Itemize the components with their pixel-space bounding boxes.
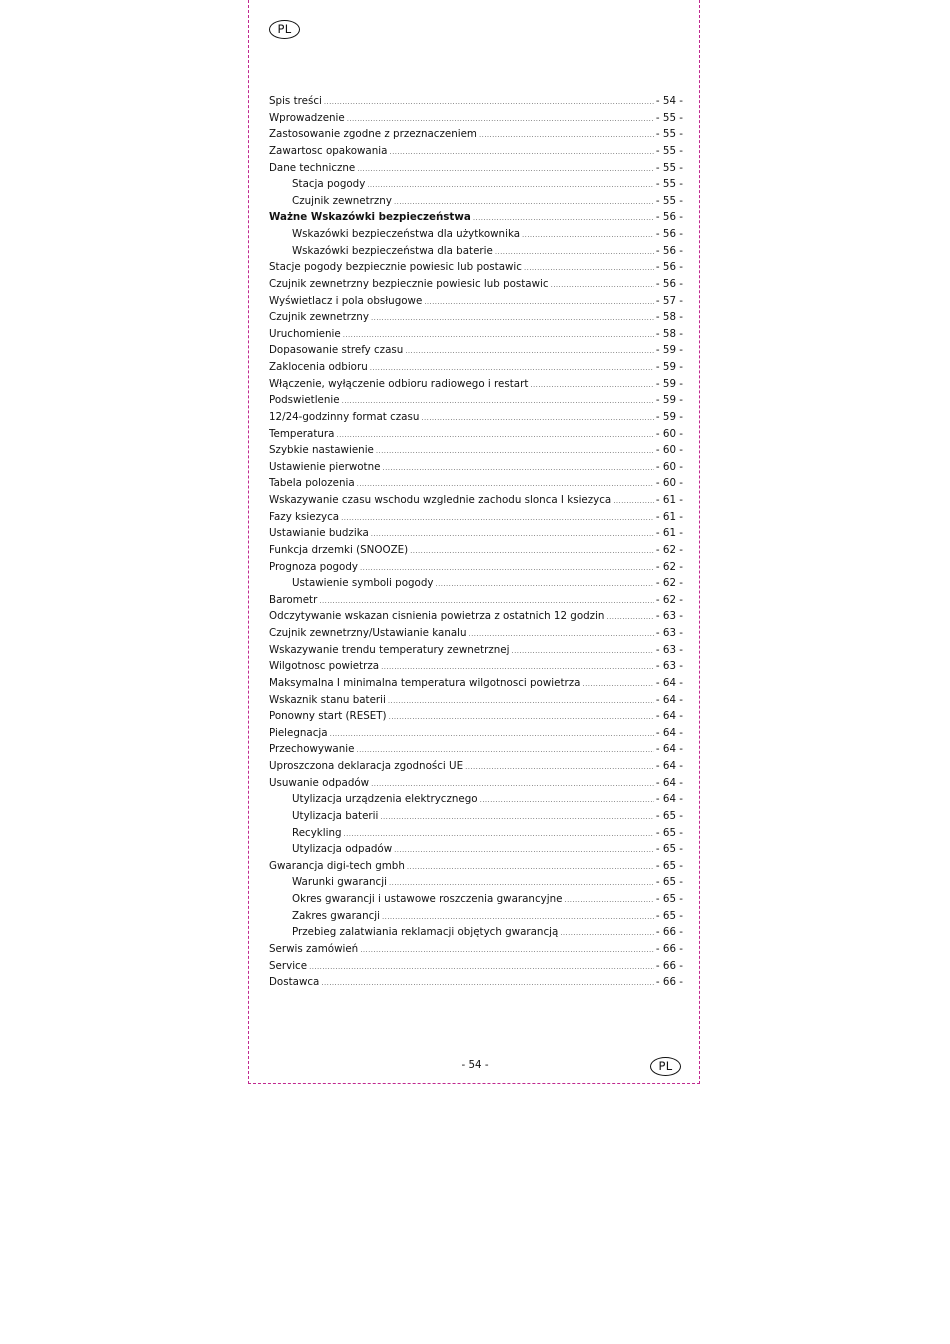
toc-entry-page: - 56 - xyxy=(655,228,683,240)
toc-entry-title: Przechowywanie xyxy=(269,743,355,756)
toc-entry-page: - 57 - xyxy=(655,294,683,307)
toc-entry-page: - 56 - xyxy=(655,277,683,290)
toc-entry[interactable] xyxy=(269,112,683,129)
toc-entry-page: - 64 - xyxy=(655,760,683,772)
toc-entry[interactable] xyxy=(269,594,683,611)
toc-leader-dots xyxy=(321,979,654,987)
toc-entry-title: Czujnik zewnetrzny/Ustawianie kanalu xyxy=(269,627,467,639)
toc-leader-dots xyxy=(324,98,654,106)
toc-entry[interactable] xyxy=(269,228,683,245)
toc-entry[interactable] xyxy=(269,311,683,328)
toc-entry-title: Odczytywanie wskazan cisnienia powietrza z ostatnich 12 godzin xyxy=(269,610,605,623)
toc-entry[interactable] xyxy=(269,760,683,777)
toc-entry-title: Recykling xyxy=(292,826,342,839)
toc-entry[interactable] xyxy=(269,278,683,295)
toc-entry[interactable] xyxy=(269,577,683,594)
toc-entry-page: - 56 - xyxy=(655,244,683,257)
toc-entry-title: Ustawienie symboli pogody xyxy=(292,577,434,590)
toc-entry[interactable] xyxy=(269,743,683,760)
toc-entry[interactable] xyxy=(269,527,683,544)
toc-entry-page: - 59 - xyxy=(655,361,683,373)
toc-entry-page: - 60 - xyxy=(655,444,683,457)
toc-leader-dots xyxy=(582,680,653,688)
toc-entry[interactable] xyxy=(269,943,683,960)
toc-entry[interactable] xyxy=(269,644,683,661)
toc-leader-dots xyxy=(469,630,654,638)
toc-entry-page: - 59 - xyxy=(655,394,683,407)
toc-entry-title: Podswietlenie xyxy=(269,394,340,407)
toc-leader-dots xyxy=(357,165,654,173)
toc-entry-title: Gwarancja digi-tech gmbh xyxy=(269,859,405,872)
toc-entry-title: Utylizacja baterii xyxy=(292,809,379,822)
toc-leader-dots xyxy=(606,613,653,621)
toc-entry[interactable] xyxy=(269,162,683,179)
toc-entry[interactable] xyxy=(269,976,683,993)
toc-entry-page: - 55 - xyxy=(655,144,683,157)
toc-leader-dots xyxy=(357,480,654,488)
toc-entry-page: - 64 - xyxy=(655,710,683,723)
toc-entry-page: - 55 - xyxy=(655,194,683,207)
toc-entry[interactable] xyxy=(269,694,683,711)
toc-entry[interactable] xyxy=(269,128,683,145)
toc-entry-page: - 61 - xyxy=(655,494,683,506)
toc-entry-page: - 65 - xyxy=(655,809,683,822)
toc-entry[interactable] xyxy=(269,926,683,943)
toc-entry-page: - 58 - xyxy=(655,311,683,324)
toc-entry-title: Dostawca xyxy=(269,976,320,989)
toc-entry-page: - 55 - xyxy=(655,111,683,124)
toc-entry-title: Pielegnacja xyxy=(269,726,328,739)
toc-entry[interactable] xyxy=(269,211,683,228)
toc-entry-title: Serwis zamówień xyxy=(269,942,359,955)
toc-entry[interactable] xyxy=(269,876,683,893)
toc-entry-title: Ponowny start (RESET) xyxy=(269,710,387,723)
toc-entry-page: - 60 - xyxy=(655,427,683,440)
toc-entry[interactable] xyxy=(269,511,683,528)
toc-entry[interactable] xyxy=(269,328,683,345)
toc-entry[interactable] xyxy=(269,145,683,162)
toc-entry[interactable] xyxy=(269,361,683,378)
toc-leader-dots xyxy=(424,298,654,306)
toc-entry-title: Włączenie, wyłączenie odbioru radiowego i restart xyxy=(269,377,529,390)
toc-leader-dots xyxy=(435,580,653,588)
toc-entry-title: Temperatura xyxy=(269,427,335,440)
toc-entry[interactable] xyxy=(269,344,683,361)
toc-leader-dots xyxy=(360,564,654,572)
toc-leader-dots xyxy=(389,148,653,156)
toc-entry-title: Okres gwarancji i ustawowe roszczenia gwarancyjne xyxy=(292,893,563,905)
toc-entry-page: - 63 - xyxy=(655,660,683,673)
toc-leader-dots xyxy=(473,214,654,222)
toc-entry-title: Czujnik zewnetrzny bezpiecznie powiesic lub postawic xyxy=(269,277,549,290)
toc-entry-title: Dane techniczne xyxy=(269,161,356,174)
toc-entry-page: - 64 - xyxy=(655,776,683,789)
toc-leader-dots xyxy=(343,331,654,339)
toc-entry-title: Ustawienie pierwotne xyxy=(269,460,381,473)
toc-leader-dots xyxy=(336,431,653,439)
toc-leader-dots xyxy=(382,913,654,921)
toc-entry[interactable] xyxy=(269,710,683,727)
toc-leader-dots xyxy=(394,846,654,854)
language-badge-top: PL xyxy=(269,20,300,39)
toc-entry-page: - 65 - xyxy=(655,843,683,856)
toc-entry-page: - 61 - xyxy=(655,527,683,540)
toc-entry[interactable] xyxy=(269,677,683,694)
toc-entry-page: - 59 - xyxy=(655,410,683,423)
toc-entry[interactable] xyxy=(269,843,683,860)
toc-entry-page: - 65 - xyxy=(655,909,683,922)
toc-leader-dots xyxy=(560,929,654,937)
toc-entry-page: - 64 - xyxy=(655,726,683,739)
toc-entry[interactable] xyxy=(269,727,683,744)
toc-entry[interactable] xyxy=(269,444,683,461)
toc-entry-title: Ważne Wskazówki bezpieczeństwa xyxy=(269,211,471,224)
toc-leader-dots xyxy=(370,364,654,372)
toc-entry[interactable] xyxy=(269,494,683,511)
toc-entry[interactable] xyxy=(269,777,683,794)
toc-entry[interactable] xyxy=(269,411,683,428)
toc-entry-title: Utylizacja urządzenia elektrycznego xyxy=(292,793,478,806)
toc-entry[interactable] xyxy=(269,295,683,312)
toc-entry-page: - 56 - xyxy=(655,211,683,224)
toc-entry-page: - 59 - xyxy=(655,377,683,390)
toc-entry-page: - 66 - xyxy=(655,976,683,989)
toc-entry-page: - 60 - xyxy=(655,460,683,473)
toc-leader-dots xyxy=(341,514,654,522)
toc-entry-page: - 55 - xyxy=(655,161,683,174)
toc-leader-dots xyxy=(421,414,654,422)
page-number: - 54 - xyxy=(461,1059,489,1071)
toc-entry[interactable] xyxy=(269,960,683,977)
toc-entry-page: - 54 - xyxy=(655,95,683,107)
toc-entry-page: - 61 - xyxy=(655,510,683,523)
toc-entry-page: - 66 - xyxy=(655,942,683,955)
toc-leader-dots xyxy=(530,381,654,389)
toc-entry[interactable] xyxy=(269,394,683,411)
toc-leader-dots xyxy=(356,746,653,754)
toc-entry-page: - 63 - xyxy=(655,610,683,623)
toc-entry-title: Wilgotnosc powietrza xyxy=(269,660,380,673)
toc-entry[interactable] xyxy=(269,378,683,395)
toc-entry-title: Zawartosc opakowania xyxy=(269,144,388,157)
toc-leader-dots xyxy=(394,198,654,206)
toc-leader-dots xyxy=(367,181,654,189)
toc-entry-title: Wprowadzenie xyxy=(269,111,345,124)
toc-entry[interactable] xyxy=(269,477,683,494)
toc-entry-title: Warunki gwarancji xyxy=(292,876,387,889)
toc-entry-title: Funkcja drzemki (SNOOZE) xyxy=(269,543,409,556)
toc-entry-page: - 62 - xyxy=(655,560,683,573)
toc-leader-dots xyxy=(551,281,654,289)
toc-leader-dots xyxy=(479,131,654,139)
toc-entry-title: Stacja pogody xyxy=(292,178,366,191)
toc-entry[interactable] xyxy=(269,178,683,195)
toc-entry[interactable] xyxy=(269,461,683,478)
toc-entry-title: Spis treści xyxy=(269,95,322,107)
toc-entry-page: - 65 - xyxy=(655,859,683,872)
toc-entry-page: - 59 - xyxy=(655,344,683,357)
toc-entry-title: Usuwanie odpadów xyxy=(269,776,370,789)
toc-entry-title: Wskazówki bezpieczeństwa dla użytkownika xyxy=(292,228,521,240)
toc-entry-page: - 66 - xyxy=(655,926,683,939)
toc-entry-page: - 64 - xyxy=(655,793,683,806)
toc-leader-dots xyxy=(613,497,654,505)
toc-entry-page: - 65 - xyxy=(655,826,683,839)
toc-entry[interactable] xyxy=(269,893,683,910)
toc-entry-page: - 65 - xyxy=(655,893,683,905)
toc-entry-title: Maksymalna I minimalna temperatura wilgotnosci powietrza xyxy=(269,676,581,689)
toc-entry-title: Zakres gwarancji xyxy=(292,909,381,922)
toc-leader-dots xyxy=(522,231,654,239)
toc-entry-title: Wskazówki bezpieczeństwa dla baterie xyxy=(292,244,493,257)
toc-entry-title: Ustawianie budzika xyxy=(269,527,369,540)
toc-leader-dots xyxy=(319,597,654,605)
toc-entry-page: - 60 - xyxy=(655,477,683,490)
toc-leader-dots xyxy=(564,896,653,904)
toc-leader-dots xyxy=(495,248,654,256)
toc-leader-dots xyxy=(347,115,654,123)
toc-entry[interactable] xyxy=(269,910,683,927)
toc-leader-dots xyxy=(465,763,654,771)
toc-leader-dots xyxy=(389,713,654,721)
toc-entry-title: Tabela polozenia xyxy=(269,477,355,490)
toc-entry-title: Czujnik zewnetrzny xyxy=(292,194,392,207)
toc-entry-title: Fazy ksiezyca xyxy=(269,510,340,523)
toc-entry-title: Stacje pogody bezpiecznie powiesic lub postawic xyxy=(269,261,522,274)
toc-entry-title: Wskaznik stanu baterii xyxy=(269,693,386,706)
toc-entry-page: - 65 - xyxy=(655,876,683,889)
toc-entry-title: Przebieg zalatwiania reklamacji objętych gwarancją xyxy=(292,926,559,939)
toc-entry-title: Dopasowanie strefy czasu xyxy=(269,344,404,357)
toc-entry[interactable] xyxy=(269,428,683,445)
toc-entry-page: - 55 - xyxy=(655,178,683,191)
manual-page xyxy=(248,0,700,1084)
toc-leader-dots xyxy=(371,530,654,538)
toc-entry-title: Service xyxy=(269,959,308,972)
toc-leader-dots xyxy=(360,946,654,954)
toc-entry[interactable] xyxy=(269,627,683,644)
toc-entry-title: Wskazywanie trendu temperatury zewnetrznej xyxy=(269,643,510,656)
toc-entry-title: Uproszczona deklaracja zgodności UE xyxy=(269,760,464,772)
toc-entry-page: - 63 - xyxy=(655,627,683,639)
language-badge-bottom: PL xyxy=(650,1057,681,1076)
toc-entry-title: Prognoza pogody xyxy=(269,560,358,573)
toc-entry-page: - 62 - xyxy=(655,577,683,590)
toc-leader-dots xyxy=(388,697,654,705)
toc-entry-page: - 58 - xyxy=(655,327,683,340)
toc-entry[interactable] xyxy=(269,810,683,827)
toc-entry-page: - 63 - xyxy=(655,643,683,656)
toc-entry[interactable] xyxy=(269,261,683,278)
toc-leader-dots xyxy=(389,879,654,887)
toc-entry-title: Szybkie nastawienie xyxy=(269,444,374,457)
toc-entry-page: - 62 - xyxy=(655,593,683,606)
toc-leader-dots xyxy=(344,830,654,838)
toc-entry[interactable] xyxy=(269,827,683,844)
toc-entry[interactable] xyxy=(269,610,683,627)
toc-entry[interactable] xyxy=(269,793,683,810)
toc-entry[interactable] xyxy=(269,245,683,262)
toc-leader-dots xyxy=(381,663,654,671)
toc-leader-dots xyxy=(309,963,654,971)
toc-leader-dots xyxy=(480,796,654,804)
toc-entry-title: Wyświetlacz i pola obsługowe xyxy=(269,294,423,307)
toc-entry-page: - 64 - xyxy=(655,743,683,756)
toc-entry[interactable] xyxy=(269,95,683,112)
toc-entry[interactable] xyxy=(269,660,683,677)
toc-entry[interactable] xyxy=(269,195,683,212)
toc-entry[interactable] xyxy=(269,860,683,877)
toc-entry-title: Barometr xyxy=(269,593,318,606)
toc-leader-dots xyxy=(382,464,653,472)
table-of-contents xyxy=(269,95,683,993)
toc-leader-dots xyxy=(410,547,654,555)
toc-leader-dots xyxy=(407,863,654,871)
toc-entry-title: Uruchomienie xyxy=(269,327,341,340)
toc-entry-title: Zaklocenia odbioru xyxy=(269,361,368,373)
toc-entry-page: - 64 - xyxy=(655,693,683,706)
toc-entry-title: Czujnik zewnetrzny xyxy=(269,311,369,324)
toc-entry[interactable] xyxy=(269,544,683,561)
toc-leader-dots xyxy=(371,780,654,788)
toc-entry-page: - 56 - xyxy=(655,261,683,274)
toc-leader-dots xyxy=(376,447,654,455)
toc-entry[interactable] xyxy=(269,561,683,578)
toc-leader-dots xyxy=(342,397,654,405)
toc-leader-dots xyxy=(512,647,654,655)
toc-leader-dots xyxy=(371,314,654,322)
toc-leader-dots xyxy=(380,813,654,821)
toc-leader-dots xyxy=(524,264,654,272)
toc-entry-title: Zastosowanie zgodne z przeznaczeniem xyxy=(269,128,477,141)
toc-leader-dots xyxy=(405,347,654,355)
toc-entry-page: - 66 - xyxy=(655,959,683,972)
toc-entry-title: Wskazywanie czasu wschodu wzglednie zachodu slonca I ksiezyca xyxy=(269,494,612,506)
toc-entry-page: - 55 - xyxy=(655,128,683,141)
toc-entry-page: - 62 - xyxy=(655,543,683,556)
toc-entry-title: 12/24-godzinny format czasu xyxy=(269,410,420,423)
toc-entry-title: Utylizacja odpadów xyxy=(292,843,393,856)
toc-leader-dots xyxy=(330,730,654,738)
toc-entry-page: - 64 - xyxy=(655,676,683,689)
